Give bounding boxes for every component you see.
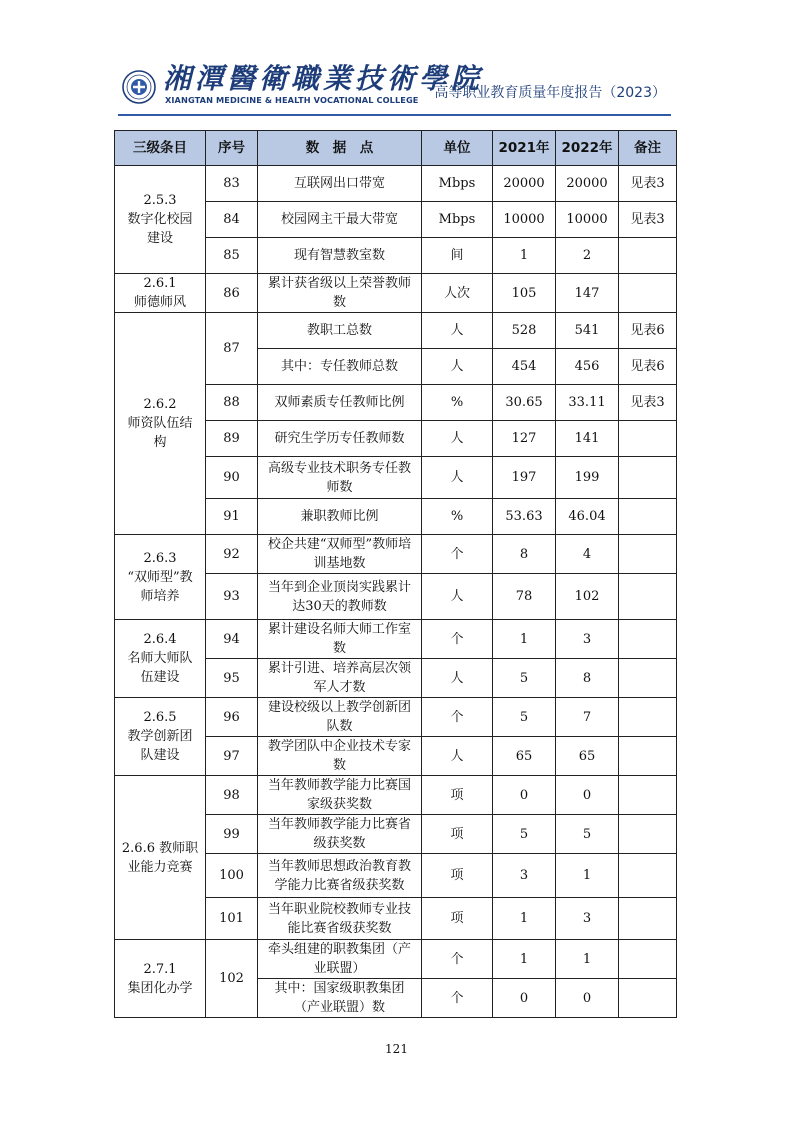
note-cell bbox=[619, 238, 677, 274]
unit-cell: 个 bbox=[422, 535, 493, 574]
value-2021-cell: 454 bbox=[493, 349, 556, 385]
value-2022-cell: 3 bbox=[556, 620, 619, 659]
seq-cell: 99 bbox=[206, 815, 258, 854]
value-2021-cell: 1 bbox=[493, 940, 556, 979]
category-line: 业能力竞赛 bbox=[127, 859, 193, 875]
note-cell bbox=[619, 776, 677, 815]
point-cell: 当年教师教学能力比赛省级获奖数 bbox=[258, 815, 422, 854]
column-header: 序号 bbox=[206, 131, 258, 166]
unit-cell: 项 bbox=[422, 898, 493, 940]
seq-cell: 87 bbox=[206, 313, 258, 385]
point-cell: 牵头组建的职教集团（产业联盟） bbox=[258, 940, 422, 979]
note-cell: 见表6 bbox=[619, 313, 677, 349]
seq-cell: 102 bbox=[206, 940, 258, 1018]
note-cell bbox=[619, 979, 677, 1018]
value-2021-cell: 10000 bbox=[493, 202, 556, 238]
value-2021-cell: 1 bbox=[493, 620, 556, 659]
table-row bbox=[115, 620, 677, 659]
page-header bbox=[0, 0, 793, 110]
seq-cell: 93 bbox=[206, 574, 258, 620]
value-2022-cell: 456 bbox=[556, 349, 619, 385]
seq-cell: 97 bbox=[206, 737, 258, 776]
unit-cell: Mbps bbox=[422, 166, 493, 202]
note-cell bbox=[619, 854, 677, 898]
category-cell bbox=[115, 166, 206, 274]
page-number: 121 bbox=[385, 1042, 408, 1056]
value-2022-cell: 541 bbox=[556, 313, 619, 349]
note-cell bbox=[619, 274, 677, 313]
value-2021-cell: 3 bbox=[493, 854, 556, 898]
value-2022-cell: 102 bbox=[556, 574, 619, 620]
note-cell bbox=[619, 457, 677, 499]
point-cell: 当年教师教学能力比赛国家级获奖数 bbox=[258, 776, 422, 815]
category-cell bbox=[115, 940, 206, 1018]
seq-cell: 85 bbox=[206, 238, 258, 274]
table-row bbox=[115, 940, 677, 979]
data-table bbox=[114, 130, 677, 1018]
point-cell: 教学团队中企业技术专家数 bbox=[258, 737, 422, 776]
category-line: 数字化校园 bbox=[127, 212, 193, 227]
value-2022-cell: 65 bbox=[556, 737, 619, 776]
value-2021-cell: 65 bbox=[493, 737, 556, 776]
note-cell: 见表3 bbox=[619, 166, 677, 202]
value-2021-cell: 0 bbox=[493, 776, 556, 815]
unit-cell: 间 bbox=[422, 238, 493, 274]
note-cell bbox=[619, 499, 677, 535]
school-name-cn: 湘潭醫衛職業技術學院 bbox=[163, 62, 484, 95]
category-line: 2.5.3 bbox=[143, 193, 177, 208]
unit-cell: 人 bbox=[422, 313, 493, 349]
value-2021-cell: 528 bbox=[493, 313, 556, 349]
value-2022-cell: 10000 bbox=[556, 202, 619, 238]
unit-cell: 个 bbox=[422, 620, 493, 659]
point-cell: 高级专业技术职务专任教师数 bbox=[258, 457, 422, 499]
category-cell bbox=[115, 698, 206, 776]
seq-cell: 92 bbox=[206, 535, 258, 574]
category-line: 2.6.5 bbox=[143, 710, 177, 725]
point-cell: 当年职业院校教师专业技能比赛省级获奖数 bbox=[258, 898, 422, 940]
category-cell bbox=[115, 535, 206, 620]
point-cell: 研究生学历专任教师数 bbox=[258, 421, 422, 457]
seq-cell: 98 bbox=[206, 776, 258, 815]
point-cell: 累计建设名师大师工作室数 bbox=[258, 620, 422, 659]
seq-cell: 96 bbox=[206, 698, 258, 737]
category-line: 名师大师队 bbox=[127, 651, 193, 666]
note-cell bbox=[619, 421, 677, 457]
point-cell: 其中：国家级职教集团（产业联盟）数 bbox=[258, 979, 422, 1018]
point-cell: 兼职教师比例 bbox=[258, 499, 422, 535]
note-cell bbox=[619, 940, 677, 979]
category-cell bbox=[115, 313, 206, 535]
value-2022-cell: 199 bbox=[556, 457, 619, 499]
value-2022-cell: 0 bbox=[556, 979, 619, 1018]
point-cell: 累计获省级以上荣誉教师数 bbox=[258, 274, 422, 313]
value-2021-cell: 0 bbox=[493, 979, 556, 1018]
value-2022-cell: 20000 bbox=[556, 166, 619, 202]
category-line: 队建设 bbox=[140, 748, 180, 763]
value-2022-cell: 2 bbox=[556, 238, 619, 274]
value-2022-cell: 1 bbox=[556, 940, 619, 979]
category-line: 建设 bbox=[146, 231, 173, 246]
point-cell: 校企共建“双师型”教师培训基地数 bbox=[258, 535, 422, 574]
table-row bbox=[115, 313, 677, 349]
value-2021-cell: 5 bbox=[493, 698, 556, 737]
unit-cell: 人 bbox=[422, 574, 493, 620]
value-2021-cell: 1 bbox=[493, 898, 556, 940]
seq-cell: 83 bbox=[206, 166, 258, 202]
category-line: 集团化办学 bbox=[127, 980, 193, 996]
value-2022-cell: 3 bbox=[556, 898, 619, 940]
seq-cell: 91 bbox=[206, 499, 258, 535]
category-line: 教学创新团 bbox=[127, 729, 193, 744]
unit-cell: 人 bbox=[422, 659, 493, 698]
value-2022-cell: 46.04 bbox=[556, 499, 619, 535]
value-2021-cell: 5 bbox=[493, 659, 556, 698]
seq-cell: 86 bbox=[206, 274, 258, 313]
seq-cell: 100 bbox=[206, 854, 258, 898]
unit-cell: 人 bbox=[422, 349, 493, 385]
point-cell: 当年到企业顶岗实践累计达30天的教师数 bbox=[258, 574, 422, 620]
table-row bbox=[115, 698, 677, 737]
category-cell bbox=[115, 620, 206, 698]
unit-cell: % bbox=[422, 385, 493, 421]
value-2021-cell: 8 bbox=[493, 535, 556, 574]
category-cell bbox=[115, 776, 206, 940]
value-2022-cell: 8 bbox=[556, 659, 619, 698]
unit-cell: 人 bbox=[422, 737, 493, 776]
table-row bbox=[115, 535, 677, 574]
point-cell: 现有智慧教室数 bbox=[258, 238, 422, 274]
point-cell: 当年教师思想政治教育教学能力比赛省级获奖数 bbox=[258, 854, 422, 898]
unit-cell: 项 bbox=[422, 854, 493, 898]
column-header: 单位 bbox=[422, 131, 493, 166]
seq-cell: 84 bbox=[206, 202, 258, 238]
college-emblem-icon bbox=[122, 70, 156, 104]
value-2022-cell: 7 bbox=[556, 698, 619, 737]
table-body bbox=[115, 166, 677, 1018]
point-cell: 教职工总数 bbox=[258, 313, 422, 349]
value-2022-cell: 1 bbox=[556, 854, 619, 898]
category-line: 2.6.3 bbox=[143, 550, 177, 566]
point-cell: 累计引进、培养高层次领军人才数 bbox=[258, 659, 422, 698]
table-row bbox=[115, 776, 677, 815]
category-line: 2.6.1 bbox=[143, 276, 177, 291]
category-line: 伍建设 bbox=[140, 670, 180, 685]
unit-cell: 人 bbox=[422, 421, 493, 457]
unit-cell: 人次 bbox=[422, 274, 493, 313]
column-header: 2022年 bbox=[556, 131, 619, 166]
point-cell: 校园网主干最大带宽 bbox=[258, 202, 422, 238]
seq-cell: 101 bbox=[206, 898, 258, 940]
note-cell: 见表3 bbox=[619, 385, 677, 421]
seq-cell: 95 bbox=[206, 659, 258, 698]
unit-cell: 个 bbox=[422, 698, 493, 737]
column-header: 数 据 点 bbox=[258, 131, 422, 166]
table-header-row bbox=[115, 131, 677, 166]
category-line: 师德师风 bbox=[133, 295, 186, 310]
seq-cell: 94 bbox=[206, 620, 258, 659]
unit-cell: 个 bbox=[422, 940, 493, 979]
point-cell: 双师素质专任教师比例 bbox=[258, 385, 422, 421]
value-2022-cell: 4 bbox=[556, 535, 619, 574]
point-cell: 其中：专任教师总数 bbox=[258, 349, 422, 385]
note-cell bbox=[619, 659, 677, 698]
school-name-en: XIANGTAN MEDICINE & HEALTH VOCATIONAL COLLEGE bbox=[165, 95, 419, 105]
value-2021-cell: 5 bbox=[493, 815, 556, 854]
value-2022-cell: 5 bbox=[556, 815, 619, 854]
value-2021-cell: 30.65 bbox=[493, 385, 556, 421]
value-2021-cell: 53.63 bbox=[493, 499, 556, 535]
value-2021-cell: 197 bbox=[493, 457, 556, 499]
column-header: 三级条目 bbox=[115, 131, 206, 166]
column-header: 2021年 bbox=[493, 131, 556, 166]
report-title: 高等职业教育质量年度报告（2023） bbox=[434, 85, 666, 101]
note-cell bbox=[619, 574, 677, 620]
table-row bbox=[115, 274, 677, 313]
category-line: 2.7.1 bbox=[143, 961, 177, 977]
category-line: 2.6.6 教师职 bbox=[121, 840, 199, 856]
table-row bbox=[115, 166, 677, 202]
header-divider bbox=[118, 114, 671, 116]
unit-cell: % bbox=[422, 499, 493, 535]
category-line: 2.6.2 bbox=[143, 397, 177, 412]
seq-cell: 90 bbox=[206, 457, 258, 499]
category-line: 师培养 bbox=[140, 588, 180, 604]
column-header: 备注 bbox=[619, 131, 677, 166]
value-2022-cell: 141 bbox=[556, 421, 619, 457]
value-2021-cell: 20000 bbox=[493, 166, 556, 202]
value-2021-cell: 78 bbox=[493, 574, 556, 620]
note-cell bbox=[619, 535, 677, 574]
category-line: 师资队伍结 bbox=[127, 416, 193, 431]
note-cell: 见表6 bbox=[619, 349, 677, 385]
note-cell bbox=[619, 737, 677, 776]
value-2022-cell: 0 bbox=[556, 776, 619, 815]
category-line: “双师型”教 bbox=[127, 569, 193, 585]
seq-cell: 89 bbox=[206, 421, 258, 457]
category-line: 构 bbox=[153, 435, 167, 450]
unit-cell: Mbps bbox=[422, 202, 493, 238]
note-cell bbox=[619, 898, 677, 940]
note-cell bbox=[619, 698, 677, 737]
value-2021-cell: 127 bbox=[493, 421, 556, 457]
unit-cell: 项 bbox=[422, 776, 493, 815]
note-cell bbox=[619, 815, 677, 854]
point-cell: 互联网出口带宽 bbox=[258, 166, 422, 202]
unit-cell: 项 bbox=[422, 815, 493, 854]
category-cell bbox=[115, 274, 206, 313]
category-line: 2.6.4 bbox=[143, 632, 177, 647]
value-2022-cell: 33.11 bbox=[556, 385, 619, 421]
value-2021-cell: 1 bbox=[493, 238, 556, 274]
value-2022-cell: 147 bbox=[556, 274, 619, 313]
unit-cell: 人 bbox=[422, 457, 493, 499]
unit-cell: 个 bbox=[422, 979, 493, 1018]
point-cell: 建设校级以上教学创新团队数 bbox=[258, 698, 422, 737]
value-2021-cell: 105 bbox=[493, 274, 556, 313]
note-cell: 见表3 bbox=[619, 202, 677, 238]
note-cell bbox=[619, 620, 677, 659]
seq-cell: 88 bbox=[206, 385, 258, 421]
